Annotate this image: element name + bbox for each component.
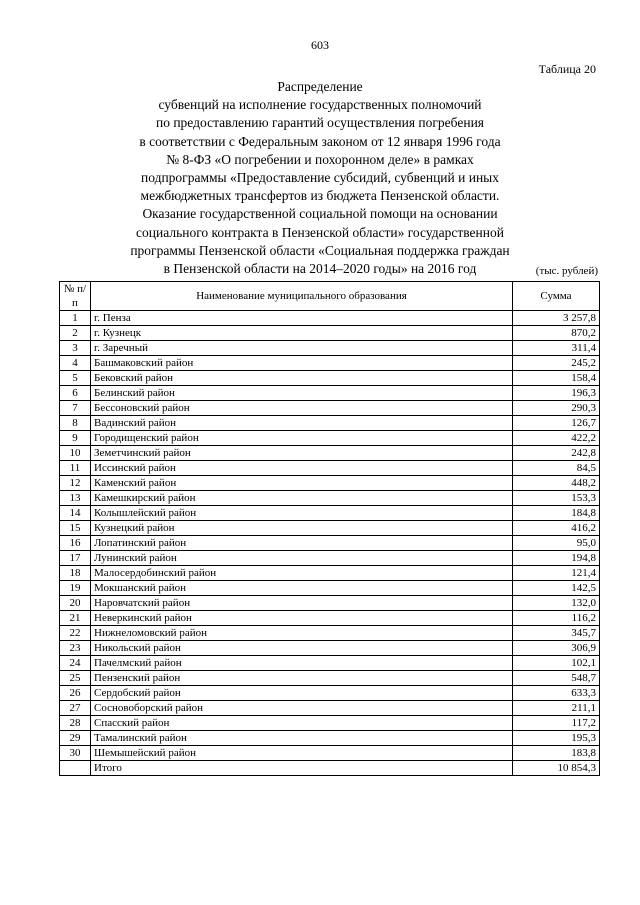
row-sum: 196,3	[513, 386, 600, 401]
row-municipality: Шемышейский район	[91, 746, 513, 761]
row-municipality: Наровчатский район	[91, 596, 513, 611]
row-municipality: Городищенский район	[91, 431, 513, 446]
row-sum: 117,2	[513, 716, 600, 731]
row-sum: 242,8	[513, 446, 600, 461]
table-row	[60, 311, 600, 326]
table-row	[60, 626, 600, 641]
row-number: 21	[60, 611, 91, 626]
row-number: 26	[60, 686, 91, 701]
row-municipality: Пензенский район	[91, 671, 513, 686]
row-sum: 633,3	[513, 686, 600, 701]
row-number: 27	[60, 701, 91, 716]
row-sum: 116,2	[513, 611, 600, 626]
row-municipality: г. Кузнецк	[91, 326, 513, 341]
row-sum: 142,5	[513, 581, 600, 596]
row-sum: 870,2	[513, 326, 600, 341]
row-number: 3	[60, 341, 91, 356]
title-line: в Пензенской области на 2014–2020 годы» на 2016 год	[163, 261, 477, 277]
title-line: межбюджетных трансфертов из бюджета Пензенской области.	[140, 188, 500, 204]
row-number: 15	[60, 521, 91, 536]
table-row	[60, 701, 600, 716]
row-sum: 290,3	[513, 401, 600, 416]
row-number: 24	[60, 656, 91, 671]
table-label: Таблица 20	[538, 62, 596, 76]
row-sum: 306,9	[513, 641, 600, 656]
table-row	[60, 731, 600, 746]
row-sum: 194,8	[513, 551, 600, 566]
row-number: 8	[60, 416, 91, 431]
row-number: 12	[60, 476, 91, 491]
header-sum: Сумма	[513, 282, 600, 311]
table-body	[60, 311, 600, 776]
row-number: 1	[60, 311, 91, 326]
table-row	[60, 431, 600, 446]
row-municipality: Башмаковский район	[91, 356, 513, 371]
table-row	[60, 656, 600, 671]
row-number: 4	[60, 356, 91, 371]
row-sum: 153,3	[513, 491, 600, 506]
units-label: (тыс. рублей)	[535, 265, 598, 277]
table-header-row	[60, 282, 600, 311]
row-municipality: Никольский район	[91, 641, 513, 656]
row-municipality: Иссинский район	[91, 461, 513, 476]
table-row	[60, 446, 600, 461]
row-sum: 245,2	[513, 356, 600, 371]
row-number: 10	[60, 446, 91, 461]
row-municipality: Бессоновский район	[91, 401, 513, 416]
row-number: 11	[60, 461, 91, 476]
title-line: № 8-ФЗ «О погребении и похоронном деле» в рамках	[166, 151, 474, 167]
row-municipality: Спасский район	[91, 716, 513, 731]
row-municipality: Тамалинский район	[91, 731, 513, 746]
table-row	[60, 371, 600, 386]
title-line: субвенций на исполнение государственных полномочий	[158, 97, 482, 113]
table-row	[60, 716, 600, 731]
table-row	[60, 341, 600, 356]
total-row	[60, 761, 600, 776]
table-row	[60, 521, 600, 536]
row-municipality: Бековский район	[91, 371, 513, 386]
table-row	[60, 581, 600, 596]
row-sum: 184,8	[513, 506, 600, 521]
row-municipality: Итого	[91, 761, 513, 776]
row-number: 28	[60, 716, 91, 731]
table-row	[60, 461, 600, 476]
row-municipality: Земетчинский район	[91, 446, 513, 461]
row-municipality: Нижнеломовский район	[91, 626, 513, 641]
row-number: 20	[60, 596, 91, 611]
table-row	[60, 671, 600, 686]
row-municipality: Лунинский район	[91, 551, 513, 566]
row-municipality: Вадинский район	[91, 416, 513, 431]
row-municipality: Камешкирский район	[91, 491, 513, 506]
row-municipality: Сосновоборский район	[91, 701, 513, 716]
row-sum: 195,3	[513, 731, 600, 746]
title-line: по предоставлению гарантий осуществления погребения	[155, 115, 484, 131]
row-sum: 448,2	[513, 476, 600, 491]
row-sum: 126,7	[513, 416, 600, 431]
row-municipality: Колышлейский район	[91, 506, 513, 521]
title-line: Распределение	[277, 79, 363, 94]
title-line: подпрограммы «Предоставление субсидий, субвенций и иных	[140, 170, 500, 186]
table-row	[60, 356, 600, 371]
row-municipality: Мокшанский район	[91, 581, 513, 596]
title-line: Оказание государственной социальной помощи на основании	[142, 206, 498, 222]
row-number	[60, 761, 91, 776]
row-municipality: Каменский район	[91, 476, 513, 491]
row-sum: 158,4	[513, 371, 600, 386]
title-line: в соответствии с Федеральным законом от 12 января 1996 года	[139, 133, 501, 149]
row-number: 17	[60, 551, 91, 566]
table-row	[60, 416, 600, 431]
row-municipality: г. Пенза	[91, 311, 513, 326]
distribution-table	[59, 281, 600, 776]
table-row	[60, 566, 600, 581]
row-number: 23	[60, 641, 91, 656]
row-sum: 345,7	[513, 626, 600, 641]
row-number: 13	[60, 491, 91, 506]
row-sum: 132,0	[513, 596, 600, 611]
row-number: 6	[60, 386, 91, 401]
table-row	[60, 326, 600, 341]
table-row	[60, 476, 600, 491]
row-number: 22	[60, 626, 91, 641]
row-sum: 548,7	[513, 671, 600, 686]
row-municipality: Сердобский район	[91, 686, 513, 701]
row-municipality: Неверкинский район	[91, 611, 513, 626]
table-row	[60, 536, 600, 551]
row-sum: 3 257,8	[513, 311, 600, 326]
row-municipality: г. Заречный	[91, 341, 513, 356]
row-sum: 311,4	[513, 341, 600, 356]
table-row	[60, 641, 600, 656]
table-row	[60, 611, 600, 626]
row-municipality: Пачелмский район	[91, 656, 513, 671]
header-name: Наименование муниципального образования	[91, 282, 513, 311]
row-sum: 84,5	[513, 461, 600, 476]
row-sum: 416,2	[513, 521, 600, 536]
header-number: № п/п	[60, 282, 91, 311]
title-line: программы Пензенской области «Социальная поддержка граждан	[130, 242, 510, 258]
table-row	[60, 506, 600, 521]
row-number: 5	[60, 371, 91, 386]
table-row	[60, 686, 600, 701]
table-row	[60, 491, 600, 506]
row-number: 9	[60, 431, 91, 446]
row-sum: 102,1	[513, 656, 600, 671]
row-number: 19	[60, 581, 91, 596]
row-number: 2	[60, 326, 91, 341]
row-sum: 183,8	[513, 746, 600, 761]
row-municipality: Лопатинский район	[91, 536, 513, 551]
title-line: социального контракта в Пензенской области» государственной	[136, 224, 504, 240]
row-number: 30	[60, 746, 91, 761]
row-municipality: Белинский район	[91, 386, 513, 401]
table-row	[60, 551, 600, 566]
table-row	[60, 401, 600, 416]
row-number: 16	[60, 536, 91, 551]
row-sum: 10 854,3	[513, 761, 600, 776]
row-number: 25	[60, 671, 91, 686]
row-sum: 121,4	[513, 566, 600, 581]
table-row	[60, 596, 600, 611]
page-number: 603	[311, 38, 329, 52]
row-municipality: Малосердобинский район	[91, 566, 513, 581]
row-number: 14	[60, 506, 91, 521]
row-number: 29	[60, 731, 91, 746]
row-number: 18	[60, 566, 91, 581]
row-number: 7	[60, 401, 91, 416]
table-row	[60, 386, 600, 401]
row-sum: 211,1	[513, 701, 600, 716]
row-sum: 422,2	[513, 431, 600, 446]
row-municipality: Кузнецкий район	[91, 521, 513, 536]
row-sum: 95,0	[513, 536, 600, 551]
document-title	[60, 78, 580, 278]
table-row	[60, 746, 600, 761]
